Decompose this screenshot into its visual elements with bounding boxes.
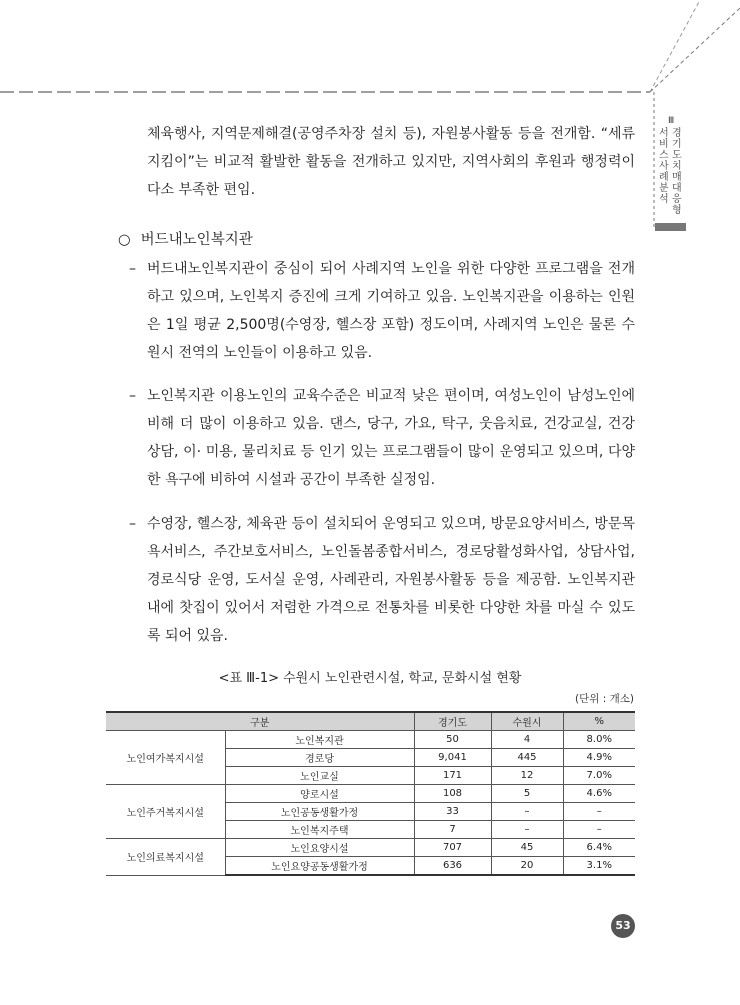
intro-paragraph: 체육행사, 지역문제해결(공영주차장 설치 등), 자원봉사활동 등을 전개함. “세류지킴이”는 비교적 활발한 활동을 전개하고 있지만, 지역사회의 후원과 행정력이 다소 부족한 편임.	[147, 126, 635, 198]
section-heading	[118, 226, 253, 254]
suwon-cell: 20	[491, 857, 563, 876]
chapter-title-line-1: 서비스 사례분석	[659, 128, 669, 205]
facility-table	[106, 711, 635, 876]
gyeonggi-cell: 108	[414, 785, 491, 803]
dash-bullet-3: –	[129, 516, 136, 532]
percent-cell: 4.6%	[563, 785, 635, 803]
gyeonggi-cell: 50	[414, 731, 491, 749]
facility-cell: 노인교실	[225, 767, 414, 785]
header-gyeonggi: 경기도	[414, 712, 491, 731]
group-cell: 노인의료복지시설	[106, 839, 225, 876]
chapter-tab-bar	[655, 223, 686, 231]
bullet-paragraph-1: 버드내노인복지관이 중심이 되어 사례지역 노인을 위한 다양한 프로그램을 전개하고 있으며, 노인복지 증진에 크게 기여하고 있음. 노인복지관을 이용하는 인원은 1일 평균 2,500명(수영장, 헬스장 포함) 정도이며, 사례지역 노인은 물론 수원시 전역의 노인들이 이용하고 있음.	[147, 261, 635, 361]
facility-cell: 노인공동생활가정	[225, 803, 414, 821]
percent-cell: 7.0%	[563, 767, 635, 785]
percent-cell: 8.0%	[563, 731, 635, 749]
gyeonggi-cell: 7	[414, 821, 491, 839]
facility-cell: 노인복지관	[225, 731, 414, 749]
gyeonggi-cell: 9,041	[414, 749, 491, 767]
table-row	[106, 731, 635, 749]
suwon-cell: 5	[491, 785, 563, 803]
group-cell: 노인주거복지시설	[106, 785, 225, 839]
suwon-cell: –	[491, 821, 563, 839]
gyeonggi-cell: 707	[414, 839, 491, 857]
percent-cell: 6.4%	[563, 839, 635, 857]
table-row	[106, 839, 635, 857]
circle-bullet-icon: ○	[118, 232, 131, 248]
dash-bullet-2: –	[129, 388, 136, 404]
chapter-title-line-2: 경기도 치매대응형	[672, 128, 682, 216]
section-title: 버드내노인복지관	[140, 232, 253, 248]
group-cell: 노인여가복지시설	[106, 731, 225, 785]
facility-cell: 경로당	[225, 749, 414, 767]
facility-cell: 노인요양공동생활가정	[225, 857, 414, 876]
bullet-paragraph-2: 노인복지관 이용노인의 교육수준은 비교적 낮은 편이며, 여성노인이 남성노인에 비해 더 많이 이용하고 있음. 댄스, 당구, 가요, 탁구, 웃음치료, 건강교실, 건강 상담, 이· 미용, 물리치료 등 인기 있는 프로그램들이 많이 운영되고 있으며, 다양한 욕구에 비하여 시설과 공간이 부족한 실정임.	[147, 388, 635, 488]
suwon-cell: 45	[491, 839, 563, 857]
facility-cell: 양로시설	[225, 785, 414, 803]
percent-cell: –	[563, 821, 635, 839]
facility-cell: 노인요양시설	[225, 839, 414, 857]
suwon-cell: 12	[491, 767, 563, 785]
percent-cell: 3.1%	[563, 857, 635, 876]
table-row	[106, 785, 635, 803]
bullet-paragraph-3: 수영장, 헬스장, 체육관 등이 설치되어 운영되고 있으며, 방문요양서비스, 방문목욕서비스, 주간보호서비스, 노인돌봄종합서비스, 경로당활성화사업, 상담사업, 경로식당 운영, 도서실 운영, 사례관리, 자원봉사활동 등을 제공함. 노인복지관 내에 찻집이 있어서 저렴한 가격으로 전통차를 비롯한 다양한 차를 마실 수 있도록 되어 있음.	[147, 516, 635, 644]
header-percent: %	[563, 712, 635, 731]
suwon-cell: 4	[491, 731, 563, 749]
chapter-roman-numeral: Ⅲ	[668, 116, 675, 126]
dash-bullet-1: –	[129, 261, 136, 277]
gyeonggi-cell: 33	[414, 803, 491, 821]
percent-cell: 4.9%	[563, 749, 635, 767]
suwon-cell: 445	[491, 749, 563, 767]
percent-cell: –	[563, 803, 635, 821]
table-header-row	[106, 712, 635, 731]
page-number: 53	[611, 914, 635, 938]
gyeonggi-cell: 171	[414, 767, 491, 785]
suwon-cell: –	[491, 803, 563, 821]
table-caption: <표 Ⅲ-1> 수원시 노인관련시설, 학교, 문화시설 현황	[218, 671, 522, 686]
header-category: 구분	[106, 712, 414, 731]
table-unit: (단위 : 개소)	[575, 693, 634, 705]
header-suwon: 수원시	[491, 712, 563, 731]
gyeonggi-cell: 636	[414, 857, 491, 876]
facility-cell: 노인복지주택	[225, 821, 414, 839]
